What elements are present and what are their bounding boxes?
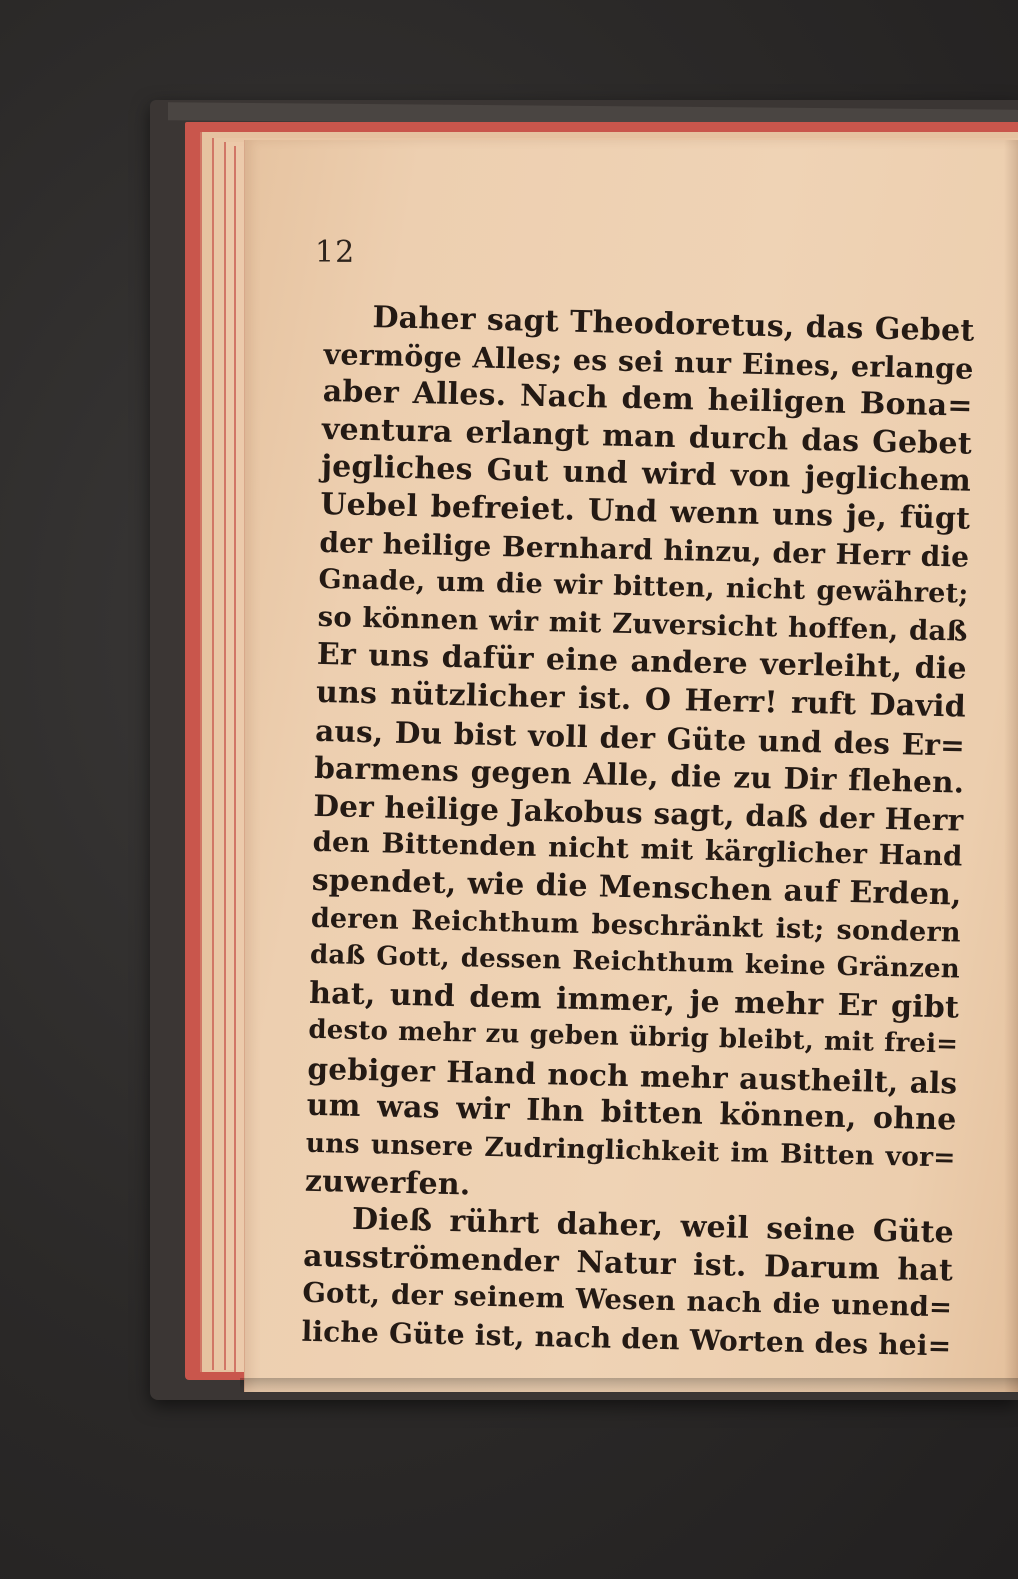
text-line: aber Alles. Nach dem heiligen Bona=: [322, 374, 974, 424]
text-line: der heilige Bernhard hinzu, der Herr die: [319, 525, 970, 574]
text-line: zuwerfen.: [304, 1163, 471, 1203]
text-line: liche Güte ist, nach den Worten des hei=: [301, 1314, 952, 1363]
text-line: hat, und dem immer, je mehr Er gibt: [308, 975, 960, 1026]
page-number: 12: [315, 235, 356, 270]
text-line: den Bittenden nicht mit kärglicher Hand: [312, 826, 963, 873]
text-line: Uebel befreiet. Und wenn uns je, fügt: [319, 486, 971, 537]
text-line: Gott, der seinem Wesen nach die unend=: [302, 1277, 953, 1324]
page-edge-shadow: [1004, 140, 1018, 1392]
text-line: spendet, wie die Menschen auf Erden,: [311, 862, 963, 913]
text-line: deren Reichthum beschränkt ist; sondern: [310, 902, 962, 949]
text-line: Gnade, um die wir bitten, nicht gewähret;: [318, 564, 969, 610]
text-line: aus, Du bist voll der Güte und des Er=: [314, 712, 966, 763]
text-line: jegliches Gut und wird von jeglichem: [320, 449, 972, 500]
text-line: gebiger Hand noch mehr austheilt, als: [307, 1050, 958, 1101]
text-line: Daher sagt Theodoretus, das Gebet: [372, 300, 975, 349]
text-line: so können wir mit Zuversicht hoffen, daß: [317, 600, 968, 648]
text-line: vermöge Alles; es sei nur Eines, erlange: [323, 336, 974, 386]
text-line: desto mehr zu geben übrig bleibt, mit frei=: [308, 1015, 959, 1060]
text-line: Er uns dafür eine andere verleiht, die: [316, 637, 968, 687]
text-line: barmens gegen Alle, die zu Dir flehen.: [313, 750, 965, 800]
text-line: um was wir Ihn bitten können, ohne: [306, 1088, 957, 1139]
text-line: uns nützlicher ist. O Herr! ruft David: [315, 674, 967, 725]
text-line: uns unsere Zudringlichkeit im Bitten vor=: [305, 1127, 957, 1174]
text-line: Der heilige Jakobus sagt, daß der Herr: [313, 787, 964, 838]
text-line: Dieß rührt daher, weil seine Güte: [351, 1202, 955, 1251]
text-line: daß Gott, dessen Reichthum keine Gränzen: [309, 939, 961, 985]
text-line: ausströmender Natur ist. Darum hat: [302, 1238, 954, 1289]
page-bottom-shadow: [240, 1378, 1018, 1394]
text-line: ventura erlangt man durch das Gebet: [321, 411, 973, 462]
body-text: [301, 298, 975, 1365]
